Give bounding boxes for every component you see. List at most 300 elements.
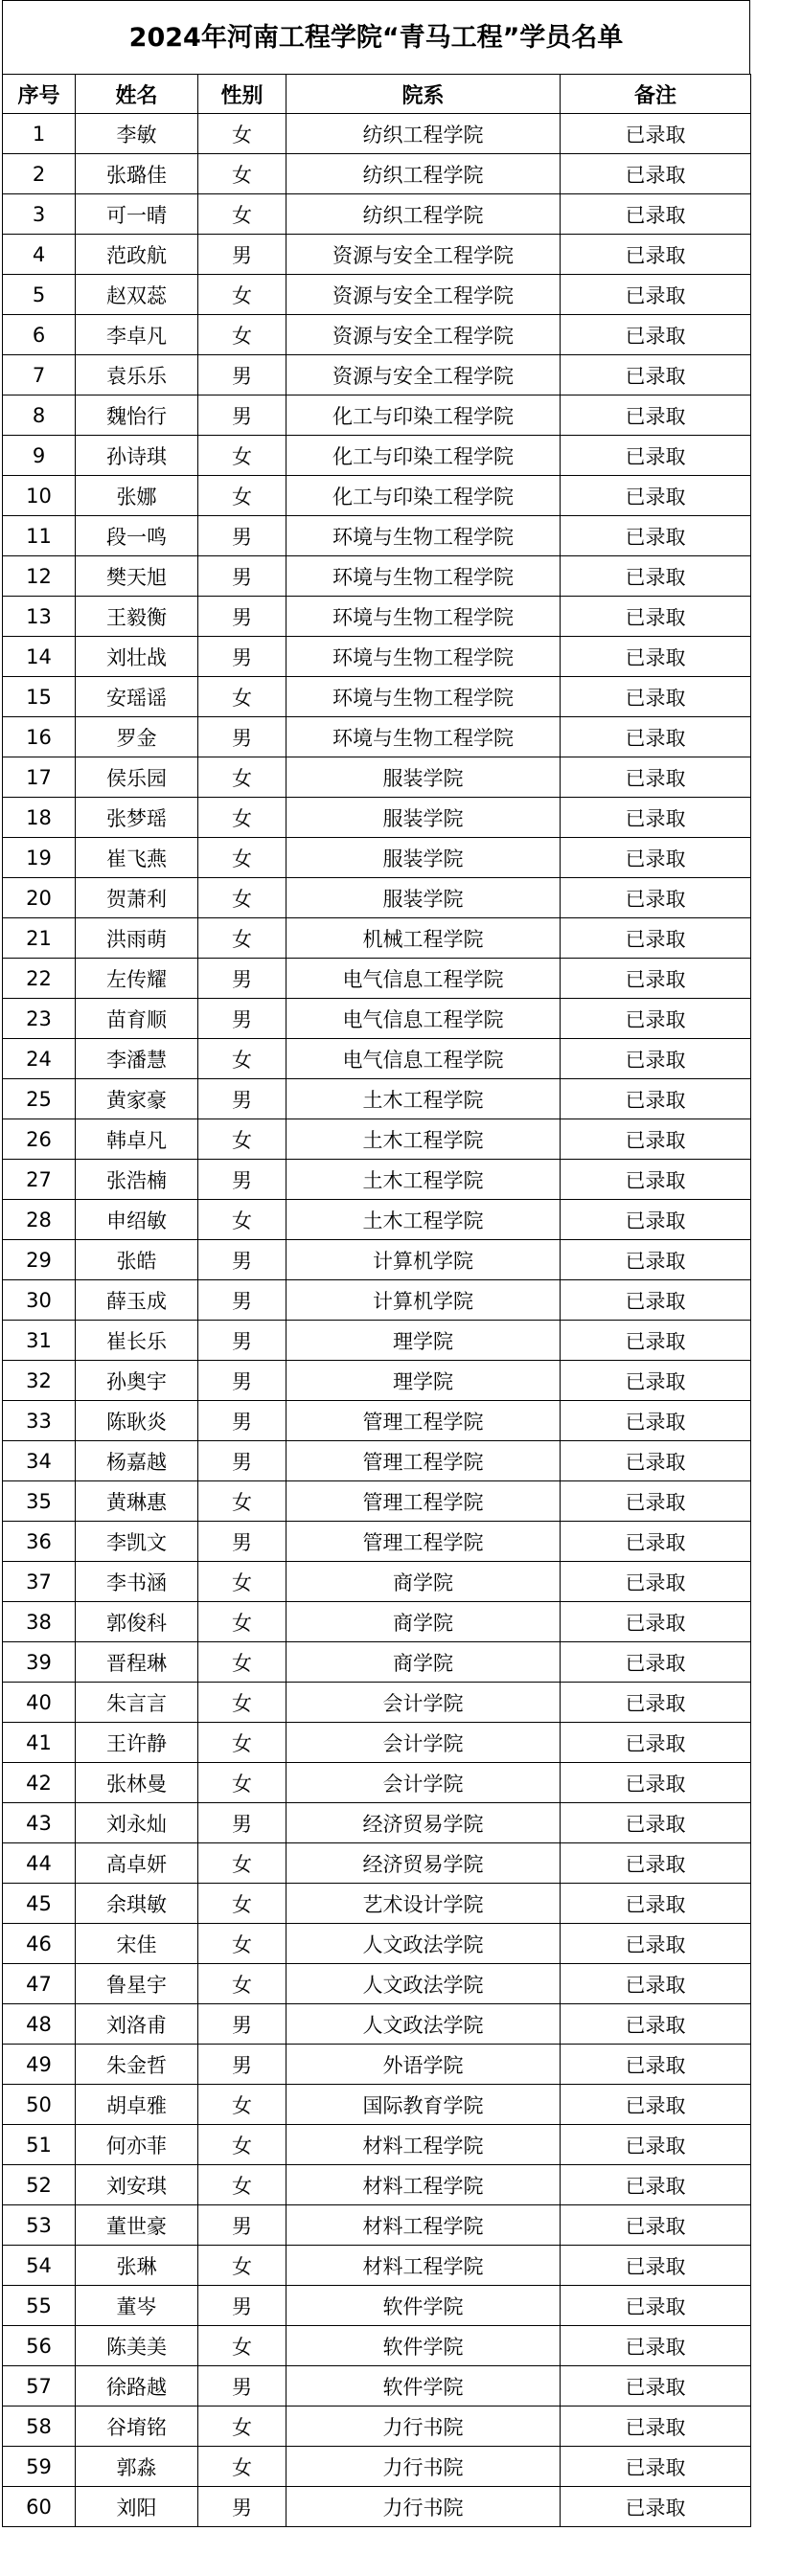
table-row bbox=[3, 1401, 751, 1441]
cell-remark: 已录取 bbox=[561, 395, 751, 436]
cell-gender: 男 bbox=[198, 1321, 286, 1361]
cell-department: 理学院 bbox=[286, 1361, 561, 1401]
cell-name: 张林曼 bbox=[76, 1763, 198, 1803]
cell-index: 2 bbox=[3, 154, 76, 194]
cell-name: 李凯文 bbox=[76, 1522, 198, 1562]
cell-index: 6 bbox=[3, 315, 76, 355]
cell-department: 土木工程学院 bbox=[286, 1200, 561, 1240]
cell-name: 刘阳 bbox=[76, 2487, 198, 2527]
cell-gender: 女 bbox=[198, 1924, 286, 1964]
table-row bbox=[3, 194, 751, 235]
cell-remark: 已录取 bbox=[561, 1321, 751, 1361]
cell-department: 电气信息工程学院 bbox=[286, 959, 561, 999]
cell-department: 外语学院 bbox=[286, 2045, 561, 2085]
cell-remark: 已录取 bbox=[561, 1200, 751, 1240]
cell-remark: 已录取 bbox=[561, 1683, 751, 1723]
cell-remark: 已录取 bbox=[561, 597, 751, 637]
cell-gender: 女 bbox=[198, 1843, 286, 1884]
cell-remark: 已录取 bbox=[561, 1280, 751, 1321]
table-row bbox=[3, 1200, 751, 1240]
cell-index: 34 bbox=[3, 1441, 76, 1481]
cell-index: 59 bbox=[3, 2447, 76, 2487]
cell-department: 国际教育学院 bbox=[286, 2085, 561, 2125]
table-row bbox=[3, 1240, 751, 1280]
cell-gender: 男 bbox=[198, 717, 286, 757]
cell-department: 材料工程学院 bbox=[286, 2205, 561, 2246]
cell-remark: 已录取 bbox=[561, 2286, 751, 2326]
cell-index: 44 bbox=[3, 1843, 76, 1884]
cell-remark: 已录取 bbox=[561, 878, 751, 918]
cell-gender: 男 bbox=[198, 1803, 286, 1843]
table-row bbox=[3, 1803, 751, 1843]
cell-department: 商学院 bbox=[286, 1602, 561, 1642]
cell-remark: 已录取 bbox=[561, 1964, 751, 2004]
cell-remark: 已录取 bbox=[561, 1562, 751, 1602]
cell-remark: 已录取 bbox=[561, 1240, 751, 1280]
cell-department: 资源与安全工程学院 bbox=[286, 235, 561, 275]
cell-name: 张浩楠 bbox=[76, 1160, 198, 1200]
table-row bbox=[3, 1441, 751, 1481]
table-row bbox=[3, 1924, 751, 1964]
cell-gender: 女 bbox=[198, 436, 286, 476]
table-row bbox=[3, 476, 751, 516]
cell-remark: 已录取 bbox=[561, 1763, 751, 1803]
cell-department: 服装学院 bbox=[286, 798, 561, 838]
cell-gender: 女 bbox=[198, 2085, 286, 2125]
cell-index: 3 bbox=[3, 194, 76, 235]
cell-department: 经济贸易学院 bbox=[286, 1803, 561, 1843]
cell-remark: 已录取 bbox=[561, 2205, 751, 2246]
cell-remark: 已录取 bbox=[561, 1039, 751, 1079]
table-row bbox=[3, 1321, 751, 1361]
cell-index: 16 bbox=[3, 717, 76, 757]
cell-index: 37 bbox=[3, 1562, 76, 1602]
cell-name: 贺萧利 bbox=[76, 878, 198, 918]
cell-gender: 男 bbox=[198, 395, 286, 436]
cell-name: 崔长乐 bbox=[76, 1321, 198, 1361]
cell-index: 49 bbox=[3, 2045, 76, 2085]
table-row bbox=[3, 556, 751, 597]
cell-name: 晋程琳 bbox=[76, 1642, 198, 1683]
cell-index: 57 bbox=[3, 2366, 76, 2407]
table-row bbox=[3, 878, 751, 918]
header-department: 院系 bbox=[286, 75, 561, 114]
cell-remark: 已录取 bbox=[561, 1481, 751, 1522]
cell-remark: 已录取 bbox=[561, 1441, 751, 1481]
cell-remark: 已录取 bbox=[561, 235, 751, 275]
cell-remark: 已录取 bbox=[561, 959, 751, 999]
table-row bbox=[3, 154, 751, 194]
cell-index: 23 bbox=[3, 999, 76, 1039]
cell-name: 郭俊科 bbox=[76, 1602, 198, 1642]
cell-gender: 女 bbox=[198, 2447, 286, 2487]
cell-name: 赵双蕊 bbox=[76, 275, 198, 315]
cell-department: 电气信息工程学院 bbox=[286, 1039, 561, 1079]
cell-department: 环境与生物工程学院 bbox=[286, 516, 561, 556]
cell-department: 力行书院 bbox=[286, 2447, 561, 2487]
cell-remark: 已录取 bbox=[561, 2326, 751, 2366]
cell-remark: 已录取 bbox=[561, 1602, 751, 1642]
cell-index: 19 bbox=[3, 838, 76, 878]
cell-index: 53 bbox=[3, 2205, 76, 2246]
cell-name: 洪雨萌 bbox=[76, 918, 198, 959]
page-title: 2024年河南工程学院“青马工程”学员名单 bbox=[2, 0, 750, 74]
table-row bbox=[3, 2366, 751, 2407]
cell-name: 何亦菲 bbox=[76, 2125, 198, 2165]
cell-gender: 男 bbox=[198, 2205, 286, 2246]
cell-department: 管理工程学院 bbox=[286, 1481, 561, 1522]
cell-index: 54 bbox=[3, 2246, 76, 2286]
cell-name: 申绍敏 bbox=[76, 1200, 198, 1240]
cell-name: 黄琳惠 bbox=[76, 1481, 198, 1522]
cell-gender: 女 bbox=[198, 1481, 286, 1522]
table-row bbox=[3, 1280, 751, 1321]
table-row bbox=[3, 1642, 751, 1683]
cell-department: 管理工程学院 bbox=[286, 1441, 561, 1481]
cell-remark: 已录取 bbox=[561, 1843, 751, 1884]
cell-remark: 已录取 bbox=[561, 1803, 751, 1843]
cell-gender: 男 bbox=[198, 1240, 286, 1280]
table-row bbox=[3, 1562, 751, 1602]
cell-department: 会计学院 bbox=[286, 1723, 561, 1763]
cell-name: 郭淼 bbox=[76, 2447, 198, 2487]
cell-name: 袁乐乐 bbox=[76, 355, 198, 395]
cell-department: 服装学院 bbox=[286, 757, 561, 798]
cell-department: 艺术设计学院 bbox=[286, 1884, 561, 1924]
cell-gender: 男 bbox=[198, 2045, 286, 2085]
cell-index: 35 bbox=[3, 1481, 76, 1522]
cell-gender: 男 bbox=[198, 999, 286, 1039]
cell-department: 环境与生物工程学院 bbox=[286, 717, 561, 757]
cell-remark: 已录取 bbox=[561, 918, 751, 959]
cell-index: 55 bbox=[3, 2286, 76, 2326]
cell-gender: 男 bbox=[198, 1522, 286, 1562]
cell-department: 软件学院 bbox=[286, 2326, 561, 2366]
roster-table bbox=[2, 74, 751, 2527]
cell-name: 薛玉成 bbox=[76, 1280, 198, 1321]
cell-department: 经济贸易学院 bbox=[286, 1843, 561, 1884]
cell-index: 47 bbox=[3, 1964, 76, 2004]
roster-body bbox=[3, 114, 751, 2527]
table-row bbox=[3, 114, 751, 154]
roster-sheet bbox=[2, 0, 750, 2527]
cell-remark: 已录取 bbox=[561, 1079, 751, 1119]
table-row bbox=[3, 597, 751, 637]
cell-name: 韩卓凡 bbox=[76, 1119, 198, 1160]
cell-name: 可一晴 bbox=[76, 194, 198, 235]
table-row bbox=[3, 1522, 751, 1562]
cell-name: 侯乐园 bbox=[76, 757, 198, 798]
cell-index: 11 bbox=[3, 516, 76, 556]
cell-gender: 男 bbox=[198, 637, 286, 677]
table-row bbox=[3, 1683, 751, 1723]
table-row bbox=[3, 235, 751, 275]
cell-name: 罗金 bbox=[76, 717, 198, 757]
cell-remark: 已录取 bbox=[561, 2125, 751, 2165]
cell-gender: 男 bbox=[198, 2004, 286, 2045]
cell-department: 计算机学院 bbox=[286, 1240, 561, 1280]
table-row bbox=[3, 1039, 751, 1079]
cell-name: 左传耀 bbox=[76, 959, 198, 999]
cell-index: 21 bbox=[3, 918, 76, 959]
cell-gender: 男 bbox=[198, 1441, 286, 1481]
cell-gender: 男 bbox=[198, 959, 286, 999]
cell-name: 张璐佳 bbox=[76, 154, 198, 194]
cell-index: 26 bbox=[3, 1119, 76, 1160]
cell-name: 张梦瑶 bbox=[76, 798, 198, 838]
cell-gender: 女 bbox=[198, 194, 286, 235]
cell-remark: 已录取 bbox=[561, 355, 751, 395]
cell-gender: 女 bbox=[198, 476, 286, 516]
cell-index: 56 bbox=[3, 2326, 76, 2366]
cell-department: 化工与印染工程学院 bbox=[286, 395, 561, 436]
cell-gender: 女 bbox=[198, 1723, 286, 1763]
cell-name: 安瑶谣 bbox=[76, 677, 198, 717]
cell-gender: 男 bbox=[198, 556, 286, 597]
table-row bbox=[3, 1602, 751, 1642]
cell-gender: 女 bbox=[198, 798, 286, 838]
table-row bbox=[3, 275, 751, 315]
cell-gender: 女 bbox=[198, 2407, 286, 2447]
cell-department: 土木工程学院 bbox=[286, 1119, 561, 1160]
cell-department: 土木工程学院 bbox=[286, 1079, 561, 1119]
cell-gender: 女 bbox=[198, 1884, 286, 1924]
cell-name: 刘安琪 bbox=[76, 2165, 198, 2205]
cell-remark: 已录取 bbox=[561, 2045, 751, 2085]
cell-remark: 已录取 bbox=[561, 436, 751, 476]
cell-remark: 已录取 bbox=[561, 2004, 751, 2045]
cell-name: 王许静 bbox=[76, 1723, 198, 1763]
cell-department: 材料工程学院 bbox=[286, 2165, 561, 2205]
cell-department: 纺织工程学院 bbox=[286, 194, 561, 235]
cell-remark: 已录取 bbox=[561, 1401, 751, 1441]
cell-gender: 女 bbox=[198, 1039, 286, 1079]
cell-department: 纺织工程学院 bbox=[286, 114, 561, 154]
cell-department: 力行书院 bbox=[286, 2487, 561, 2527]
cell-gender: 女 bbox=[198, 1200, 286, 1240]
table-row bbox=[3, 677, 751, 717]
cell-remark: 已录取 bbox=[561, 1642, 751, 1683]
cell-gender: 女 bbox=[198, 677, 286, 717]
table-row bbox=[3, 1843, 751, 1884]
cell-gender: 女 bbox=[198, 2165, 286, 2205]
table-row bbox=[3, 2085, 751, 2125]
cell-index: 12 bbox=[3, 556, 76, 597]
cell-gender: 女 bbox=[198, 1964, 286, 2004]
cell-index: 22 bbox=[3, 959, 76, 999]
cell-remark: 已录取 bbox=[561, 2487, 751, 2527]
cell-remark: 已录取 bbox=[561, 2366, 751, 2407]
cell-index: 28 bbox=[3, 1200, 76, 1240]
cell-name: 胡卓雅 bbox=[76, 2085, 198, 2125]
header-index: 序号 bbox=[3, 75, 76, 114]
cell-department: 服装学院 bbox=[286, 838, 561, 878]
cell-remark: 已录取 bbox=[561, 2407, 751, 2447]
cell-remark: 已录取 bbox=[561, 1361, 751, 1401]
cell-index: 45 bbox=[3, 1884, 76, 1924]
header-remark: 备注 bbox=[561, 75, 751, 114]
cell-remark: 已录取 bbox=[561, 2165, 751, 2205]
cell-gender: 女 bbox=[198, 1602, 286, 1642]
cell-department: 软件学院 bbox=[286, 2286, 561, 2326]
cell-department: 化工与印染工程学院 bbox=[286, 476, 561, 516]
cell-gender: 女 bbox=[198, 315, 286, 355]
cell-gender: 女 bbox=[198, 1683, 286, 1723]
cell-department: 材料工程学院 bbox=[286, 2246, 561, 2286]
table-row bbox=[3, 1481, 751, 1522]
cell-index: 30 bbox=[3, 1280, 76, 1321]
cell-remark: 已录取 bbox=[561, 2447, 751, 2487]
table-row bbox=[3, 637, 751, 677]
cell-department: 计算机学院 bbox=[286, 1280, 561, 1321]
cell-remark: 已录取 bbox=[561, 717, 751, 757]
table-row bbox=[3, 999, 751, 1039]
cell-index: 31 bbox=[3, 1321, 76, 1361]
cell-department: 人文政法学院 bbox=[286, 1924, 561, 1964]
cell-remark: 已录取 bbox=[561, 154, 751, 194]
cell-index: 52 bbox=[3, 2165, 76, 2205]
cell-department: 会计学院 bbox=[286, 1763, 561, 1803]
cell-department: 资源与安全工程学院 bbox=[286, 315, 561, 355]
cell-gender: 男 bbox=[198, 597, 286, 637]
cell-name: 孙奥宇 bbox=[76, 1361, 198, 1401]
header-gender: 性别 bbox=[198, 75, 286, 114]
cell-name: 杨嘉越 bbox=[76, 1441, 198, 1481]
cell-name: 陈耿炎 bbox=[76, 1401, 198, 1441]
cell-department: 软件学院 bbox=[286, 2366, 561, 2407]
cell-department: 服装学院 bbox=[286, 878, 561, 918]
cell-name: 董世豪 bbox=[76, 2205, 198, 2246]
cell-index: 50 bbox=[3, 2085, 76, 2125]
cell-index: 8 bbox=[3, 395, 76, 436]
cell-name: 李卓凡 bbox=[76, 315, 198, 355]
table-row bbox=[3, 2165, 751, 2205]
cell-index: 5 bbox=[3, 275, 76, 315]
cell-gender: 女 bbox=[198, 154, 286, 194]
cell-department: 力行书院 bbox=[286, 2407, 561, 2447]
cell-remark: 已录取 bbox=[561, 516, 751, 556]
table-row bbox=[3, 355, 751, 395]
cell-gender: 男 bbox=[198, 235, 286, 275]
table-row bbox=[3, 436, 751, 476]
cell-gender: 女 bbox=[198, 1642, 286, 1683]
cell-department: 环境与生物工程学院 bbox=[286, 556, 561, 597]
cell-gender: 女 bbox=[198, 2125, 286, 2165]
cell-department: 资源与安全工程学院 bbox=[286, 275, 561, 315]
cell-name: 朱言言 bbox=[76, 1683, 198, 1723]
cell-index: 7 bbox=[3, 355, 76, 395]
cell-department: 环境与生物工程学院 bbox=[286, 597, 561, 637]
table-row bbox=[3, 757, 751, 798]
cell-index: 17 bbox=[3, 757, 76, 798]
cell-gender: 女 bbox=[198, 275, 286, 315]
cell-remark: 已录取 bbox=[561, 798, 751, 838]
cell-index: 29 bbox=[3, 1240, 76, 1280]
cell-department: 机械工程学院 bbox=[286, 918, 561, 959]
cell-index: 10 bbox=[3, 476, 76, 516]
table-row bbox=[3, 959, 751, 999]
cell-remark: 已录取 bbox=[561, 275, 751, 315]
cell-index: 51 bbox=[3, 2125, 76, 2165]
cell-department: 纺织工程学院 bbox=[286, 154, 561, 194]
cell-name: 王毅衡 bbox=[76, 597, 198, 637]
cell-remark: 已录取 bbox=[561, 677, 751, 717]
table-row bbox=[3, 717, 751, 757]
cell-gender: 女 bbox=[198, 2246, 286, 2286]
cell-remark: 已录取 bbox=[561, 999, 751, 1039]
cell-remark: 已录取 bbox=[561, 1160, 751, 1200]
cell-remark: 已录取 bbox=[561, 556, 751, 597]
cell-index: 40 bbox=[3, 1683, 76, 1723]
cell-name: 刘洛甫 bbox=[76, 2004, 198, 2045]
table-row bbox=[3, 1119, 751, 1160]
cell-gender: 女 bbox=[198, 114, 286, 154]
cell-name: 朱金哲 bbox=[76, 2045, 198, 2085]
cell-remark: 已录取 bbox=[561, 476, 751, 516]
cell-name: 鲁星宇 bbox=[76, 1964, 198, 2004]
cell-gender: 女 bbox=[198, 757, 286, 798]
table-row bbox=[3, 1361, 751, 1401]
cell-department: 环境与生物工程学院 bbox=[286, 637, 561, 677]
cell-name: 苗育顺 bbox=[76, 999, 198, 1039]
cell-gender: 女 bbox=[198, 2326, 286, 2366]
cell-name: 张娜 bbox=[76, 476, 198, 516]
cell-name: 宋佳 bbox=[76, 1924, 198, 1964]
cell-index: 39 bbox=[3, 1642, 76, 1683]
cell-remark: 已录取 bbox=[561, 1924, 751, 1964]
cell-department: 理学院 bbox=[286, 1321, 561, 1361]
cell-remark: 已录取 bbox=[561, 315, 751, 355]
table-row bbox=[3, 1763, 751, 1803]
cell-department: 会计学院 bbox=[286, 1683, 561, 1723]
cell-name: 董岑 bbox=[76, 2286, 198, 2326]
table-row bbox=[3, 2045, 751, 2085]
cell-name: 段一鸣 bbox=[76, 516, 198, 556]
cell-gender: 女 bbox=[198, 1562, 286, 1602]
cell-index: 20 bbox=[3, 878, 76, 918]
cell-gender: 女 bbox=[198, 1119, 286, 1160]
cell-remark: 已录取 bbox=[561, 757, 751, 798]
cell-gender: 男 bbox=[198, 2286, 286, 2326]
cell-department: 商学院 bbox=[286, 1562, 561, 1602]
cell-name: 徐路越 bbox=[76, 2366, 198, 2407]
cell-department: 管理工程学院 bbox=[286, 1522, 561, 1562]
header-row bbox=[3, 75, 751, 114]
cell-gender: 男 bbox=[198, 516, 286, 556]
cell-index: 15 bbox=[3, 677, 76, 717]
cell-name: 余琪敏 bbox=[76, 1884, 198, 1924]
cell-index: 60 bbox=[3, 2487, 76, 2527]
cell-name: 张皓 bbox=[76, 1240, 198, 1280]
cell-department: 土木工程学院 bbox=[286, 1160, 561, 1200]
cell-name: 李敏 bbox=[76, 114, 198, 154]
cell-index: 13 bbox=[3, 597, 76, 637]
cell-remark: 已录取 bbox=[561, 637, 751, 677]
cell-index: 42 bbox=[3, 1763, 76, 1803]
cell-department: 人文政法学院 bbox=[286, 2004, 561, 2045]
cell-index: 32 bbox=[3, 1361, 76, 1401]
cell-remark: 已录取 bbox=[561, 194, 751, 235]
cell-name: 高卓妍 bbox=[76, 1843, 198, 1884]
cell-gender: 男 bbox=[198, 1160, 286, 1200]
table-row bbox=[3, 2326, 751, 2366]
cell-gender: 男 bbox=[198, 1280, 286, 1321]
cell-index: 1 bbox=[3, 114, 76, 154]
cell-name: 谷堉铭 bbox=[76, 2407, 198, 2447]
cell-name: 刘永灿 bbox=[76, 1803, 198, 1843]
table-row bbox=[3, 2004, 751, 2045]
cell-index: 41 bbox=[3, 1723, 76, 1763]
